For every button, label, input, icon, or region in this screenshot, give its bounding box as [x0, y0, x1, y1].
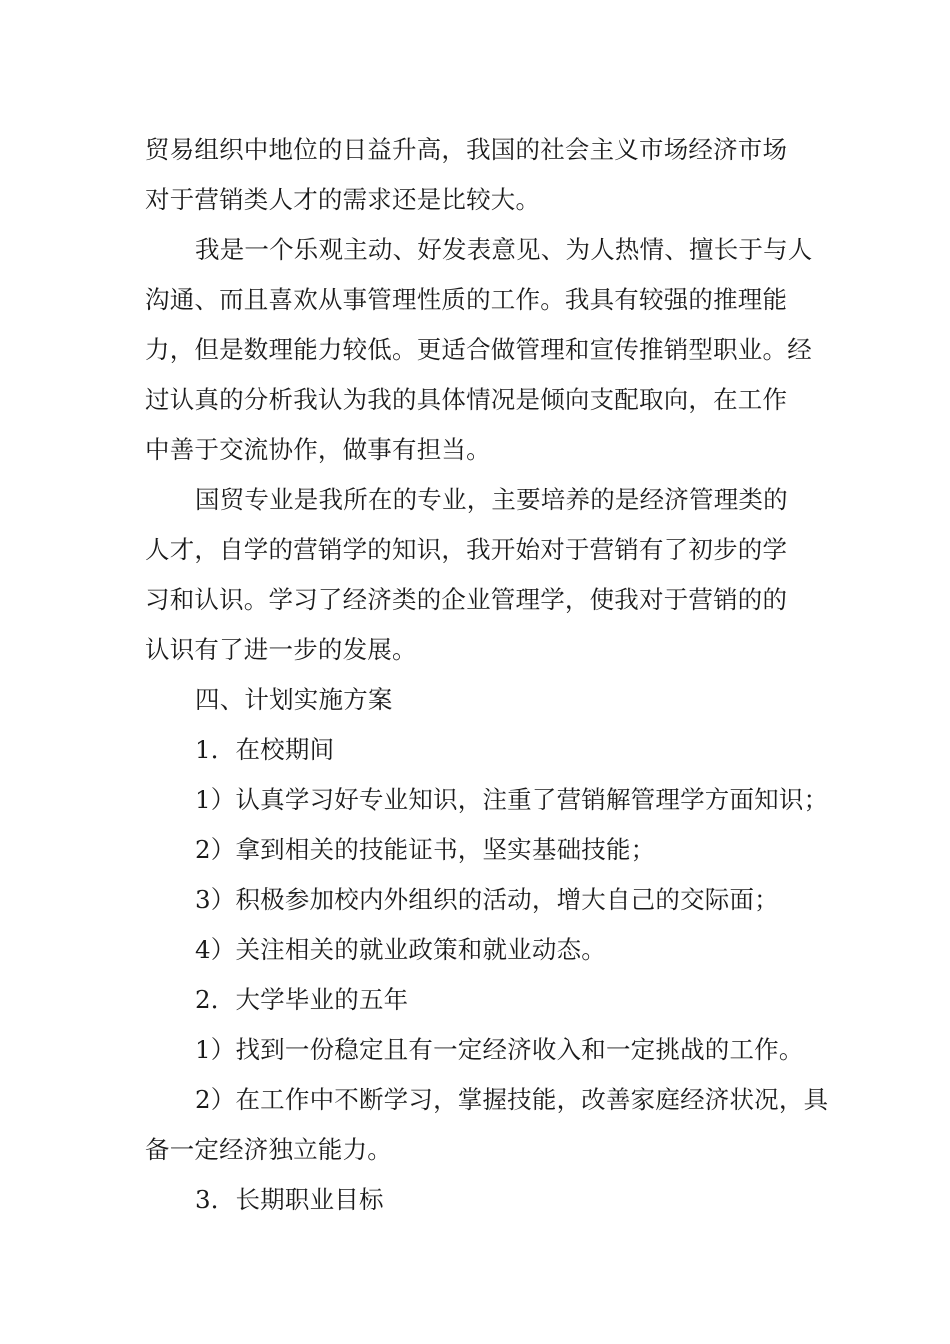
paragraph-line: 对于营销类人才的需求还是比较大。	[145, 185, 541, 214]
list-item: 3）积极参加校内外组织的活动，增大自己的交际面；	[195, 885, 779, 914]
paragraph-line: 习和认识。学习了经济类的企业管理学，使我对于营销的的	[145, 585, 788, 614]
subsection-heading: 3．长期职业目标	[195, 1185, 384, 1214]
list-item-continuation: 备一定经济独立能力。	[145, 1135, 392, 1164]
section-heading: 四、计划实施方案	[195, 685, 393, 714]
list-item: 2）拿到相关的技能证书，坚实基础技能；	[195, 835, 656, 864]
paragraph-line: 国贸专业是我所在的专业，主要培养的是经济管理类的	[195, 485, 788, 514]
list-item: 1）找到一份稳定且有一定经济收入和一定挑战的工作。	[195, 1035, 804, 1064]
paragraph-line: 沟通、而且喜欢从事管理性质的工作。我具有较强的推理能	[145, 285, 788, 314]
paragraph-line: 认识有了进一步的发展。	[145, 635, 417, 664]
subsection-heading: 1．在校期间	[195, 735, 335, 764]
paragraph-line: 中善于交流协作，做事有担当。	[145, 435, 491, 464]
list-item: 2）在工作中不断学习，掌握技能，改善家庭经济状况，具	[195, 1085, 829, 1114]
paragraph-line: 我是一个乐观主动、好发表意见、为人热情、擅长于与人	[195, 235, 813, 264]
list-item: 4）关注相关的就业政策和就业动态。	[195, 935, 606, 964]
paragraph-line: 人才，自学的营销学的知识，我开始对于营销有了初步的学	[145, 535, 788, 564]
paragraph-line: 过认真的分析我认为我的具体情况是倾向支配取向，在工作	[145, 385, 788, 414]
subsection-heading: 2．大学毕业的五年	[195, 985, 409, 1014]
paragraph-line: 力，但是数理能力较低。更适合做管理和宣传推销型职业。经	[145, 335, 812, 364]
paragraph-line: 贸易组织中地位的日益升高，我国的社会主义市场经济市场	[145, 135, 788, 164]
list-item: 1）认真学习好专业知识，注重了营销解管理学方面知识；	[195, 785, 829, 814]
